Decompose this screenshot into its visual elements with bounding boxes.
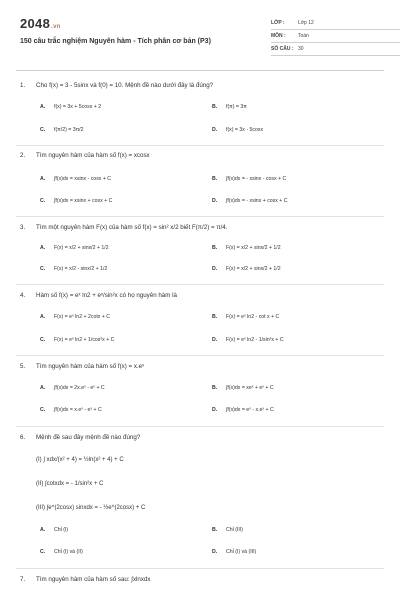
question-divider xyxy=(16,284,384,285)
logo-suffix: .vn xyxy=(51,24,61,30)
question-divider xyxy=(16,216,384,217)
option-text: f(π/2) = 3π/2 xyxy=(54,127,84,133)
option-letter: C. xyxy=(40,127,46,133)
option-letter: C. xyxy=(40,266,46,272)
meta-value: 30 xyxy=(298,46,304,52)
option-letter: A. xyxy=(40,385,46,391)
quiz-title: 150 câu trắc nghiệm Nguyên hàm - Tích phân cơ bản (P3) xyxy=(20,38,211,45)
meta-value: Toán xyxy=(298,33,309,39)
option-text: ∫f(x)dx = xsinx + cosx + C xyxy=(54,198,113,204)
option-letter: D. xyxy=(212,266,218,272)
question-number: 7. xyxy=(20,576,26,583)
option-1c[interactable] xyxy=(40,127,84,133)
page-header xyxy=(16,14,384,64)
option-text: f(x) = 3x - 5cosx xyxy=(226,127,264,133)
meta-row-count xyxy=(271,43,400,56)
question-number: 6. xyxy=(20,434,26,441)
question-number: 3. xyxy=(20,224,26,231)
quiz-meta xyxy=(271,17,400,56)
option-letter: A. xyxy=(40,176,46,182)
option-text: Chỉ (III) xyxy=(226,527,244,533)
option-letter: B. xyxy=(212,314,218,320)
option-6a[interactable] xyxy=(40,527,68,533)
question-3 xyxy=(16,222,384,234)
option-text: ∫f(x)dx = x.eˣ - eˣ + C xyxy=(54,407,102,413)
option-text: ∫f(x)dx = eˣ - x.eˣ + C xyxy=(226,407,274,413)
option-text: Chỉ (I) và (III) xyxy=(226,549,257,555)
meta-key: MÔN : xyxy=(271,33,286,39)
option-letter: A. xyxy=(40,104,46,110)
question-stem: Tìm một nguyên hàm F(x) của hàm số f(x) = sin² x/2 biết F(π/2) = π/4. xyxy=(36,224,228,231)
option-text: F(x) = eˣ ln2 + 2cotx + C xyxy=(54,314,111,320)
option-3c[interactable] xyxy=(40,266,107,272)
option-letter: D. xyxy=(212,337,218,343)
meta-key: LỚP : xyxy=(271,20,285,26)
option-letter: B. xyxy=(212,385,218,391)
option-letter: C. xyxy=(40,198,46,204)
option-text: Chỉ (I) xyxy=(54,527,69,533)
question-4 xyxy=(16,290,384,302)
question-number: 5. xyxy=(20,363,26,370)
option-letter: C. xyxy=(40,549,46,555)
statement-iii: (III) ∫e^(2cosx) sinxdx = - ½e^(2cosx) + C xyxy=(36,505,146,511)
option-4a[interactable] xyxy=(40,314,110,320)
option-6c[interactable] xyxy=(40,549,83,555)
question-divider xyxy=(16,145,384,146)
option-2c[interactable] xyxy=(40,198,112,204)
option-1a[interactable] xyxy=(40,104,101,110)
option-letter: B. xyxy=(212,527,218,533)
option-1d[interactable] xyxy=(212,127,263,133)
question-stem: Tìm nguyên hàm của hàm số sau: ∫xlnxdx xyxy=(36,576,151,583)
option-letter: B. xyxy=(212,245,218,251)
meta-row-class xyxy=(271,17,400,30)
option-text: ∫f(x)dx = - xsinx - cosx + C xyxy=(226,176,287,182)
option-letter: B. xyxy=(212,104,218,110)
option-letter: D. xyxy=(212,549,218,555)
option-3d[interactable] xyxy=(212,266,281,272)
option-letter: B. xyxy=(212,176,218,182)
question-divider xyxy=(16,426,384,427)
question-stem: Tìm nguyên hàm của hàm số f(x) = x.eˣ xyxy=(36,363,145,370)
option-1b[interactable] xyxy=(212,104,247,110)
option-text: F(x) = x/2 - sinx/2 + 1/2 xyxy=(54,266,108,272)
option-3a[interactable] xyxy=(40,245,109,251)
option-5b[interactable] xyxy=(212,385,274,391)
option-text: f(x) = 3x + 5cosx + 2 xyxy=(54,104,102,110)
meta-key: SỐ CÂU : xyxy=(271,46,294,52)
option-letter: D. xyxy=(212,198,218,204)
option-text: F(x) = x/2 + sinx/2 + 1/2 xyxy=(54,245,109,251)
statement-i: (I) ∫ xdx/(x² + 4) = ½ln(x² + 4) + C xyxy=(36,457,124,463)
question-divider xyxy=(16,568,384,569)
option-2b[interactable] xyxy=(212,176,286,182)
option-5d[interactable] xyxy=(212,407,274,413)
option-3b[interactable] xyxy=(212,245,281,251)
option-4c[interactable] xyxy=(40,337,114,343)
option-4d[interactable] xyxy=(212,337,284,343)
question-stem: Mệnh đề sau đây mệnh đề nào đúng? xyxy=(36,434,141,441)
option-5a[interactable] xyxy=(40,385,105,391)
option-text: ∫f(x)dx = 2x.eˣ - eˣ + C xyxy=(54,385,105,391)
option-2d[interactable] xyxy=(212,198,288,204)
option-text: F(x) = eˣ ln2 - cot x + C xyxy=(226,314,280,320)
option-6b[interactable] xyxy=(212,527,243,533)
option-letter: D. xyxy=(212,127,218,133)
question-5 xyxy=(16,361,384,373)
question-divider xyxy=(16,355,384,356)
question-7 xyxy=(16,574,384,586)
option-6d[interactable] xyxy=(212,549,256,555)
option-text: F(x) = eˣ ln2 + 1/cos²x + C xyxy=(54,337,115,343)
option-letter: A. xyxy=(40,245,46,251)
question-1 xyxy=(16,80,384,92)
question-number: 4. xyxy=(20,292,26,299)
option-letter: D. xyxy=(212,407,218,413)
option-letter: A. xyxy=(40,527,46,533)
meta-value: Lớp 12 xyxy=(298,20,314,26)
option-letter: A. xyxy=(40,314,46,320)
meta-row-subject xyxy=(271,30,400,43)
option-letter: C. xyxy=(40,337,46,343)
question-6 xyxy=(16,432,384,444)
question-stem: Hàm số f(x) = eˣ ln2 + eˣ/sin²x có họ nguyên hàm là xyxy=(36,292,177,299)
option-text: F(x) = eˣ ln2 - 1/sin²x + C xyxy=(226,337,284,343)
option-text: Chỉ (I) và (II) xyxy=(54,549,83,555)
option-2a[interactable] xyxy=(40,176,111,182)
option-letter: C. xyxy=(40,407,46,413)
option-4b[interactable] xyxy=(212,314,279,320)
option-text: ∫f(x)dx = xeˣ + eˣ + C xyxy=(226,385,274,391)
question-stem: Tìm nguyên hàm của hàm số f(x) = xcosx xyxy=(36,152,150,159)
option-text: F(x) = x/2 + sinx/2 + 1/2 xyxy=(226,245,281,251)
site-logo[interactable] xyxy=(20,16,61,31)
option-text: F(x) = x/2 + sinx/2 + 1/2 xyxy=(226,266,281,272)
option-text: ∫f(x)dx = xsinx - cosx + C xyxy=(54,176,112,182)
option-text: f(π) = 3π xyxy=(226,104,247,110)
question-stem: Cho f(x) = 3 - 5sinx và f(0) = 10. Mệnh đề nào dưới đây là đúng? xyxy=(36,82,214,89)
header-divider xyxy=(16,70,384,71)
question-2 xyxy=(16,150,384,162)
question-number: 1. xyxy=(20,82,26,89)
question-number: 2. xyxy=(20,152,26,159)
option-text: ∫f(x)dx = - xsinx + cosx + C xyxy=(226,198,288,204)
logo-text: 2048 xyxy=(20,16,51,31)
statement-ii: (II) ∫cotxdx = - 1/sin²x + C xyxy=(36,481,104,487)
option-5c[interactable] xyxy=(40,407,102,413)
